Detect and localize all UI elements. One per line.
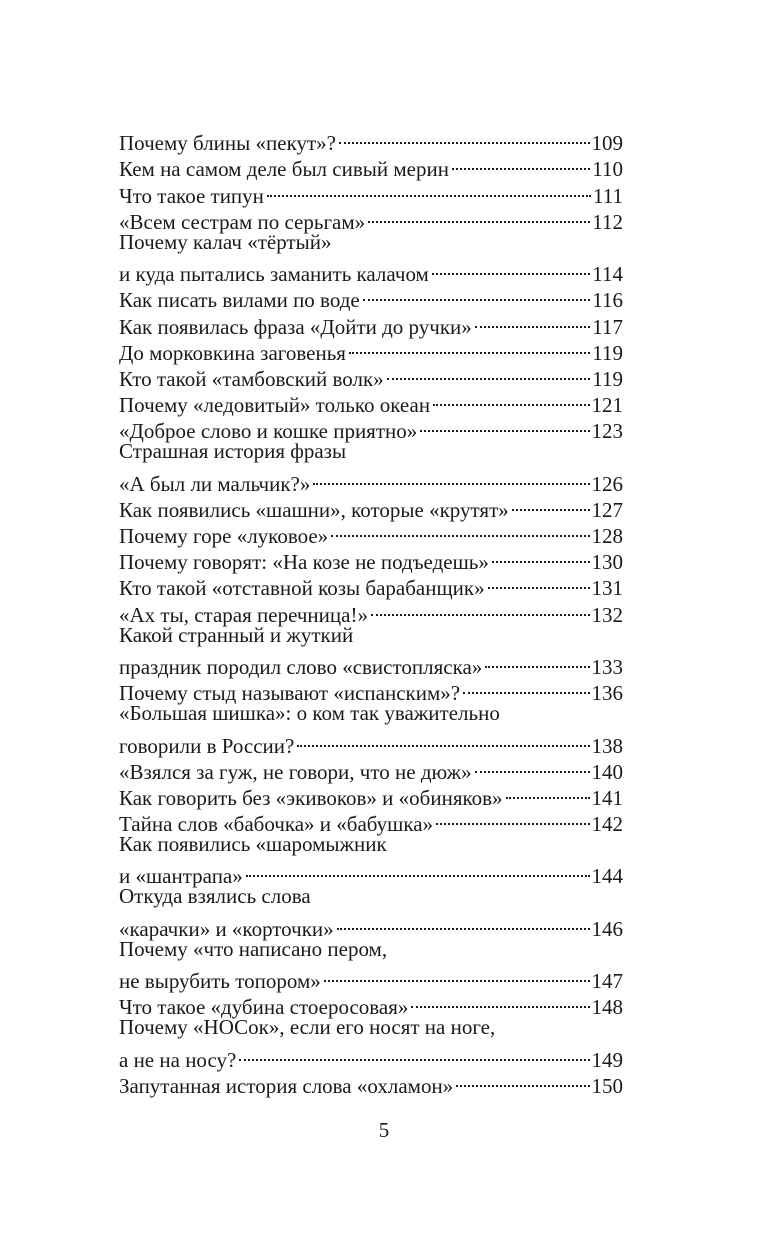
toc-entry-page: 130 xyxy=(591,550,623,575)
dot-leader xyxy=(246,857,590,883)
toc-entry-page: 131 xyxy=(591,576,623,601)
toc-entry-page: 149 xyxy=(591,1047,623,1072)
toc-entry-page: 109 xyxy=(591,131,623,156)
toc-entry-page: 132 xyxy=(591,602,623,627)
toc-entry-page: 148 xyxy=(591,995,623,1020)
dot-leader xyxy=(475,307,590,333)
toc-line xyxy=(119,622,623,648)
dot-leader xyxy=(331,517,589,543)
toc-entry-page: 121 xyxy=(591,393,623,418)
toc-entry-title: и «шантрапа» xyxy=(119,864,243,889)
toc-entry-page: 126 xyxy=(591,471,623,496)
toc-entry xyxy=(119,438,623,496)
toc-line xyxy=(119,831,623,857)
toc-entry xyxy=(119,622,623,679)
toc-entry-page: 112 xyxy=(592,209,623,234)
dot-leader xyxy=(339,124,590,150)
toc-entry-page: 150 xyxy=(591,1073,623,1098)
toc-entry-page: 136 xyxy=(591,681,623,706)
toc-entry-title: Тайна слов «бабочка» и «бабушка» xyxy=(119,812,434,837)
toc-entry-page: 142 xyxy=(591,812,623,837)
toc-entry-title: Почему «что написано пером, xyxy=(119,936,388,961)
toc-entry xyxy=(119,1014,623,1072)
toc-entry-title: Почему блины «пекут»? xyxy=(119,131,336,156)
toc-entry-title: не вырубить топором» xyxy=(119,969,321,994)
toc-entry-title: Как писать вилами по воде xyxy=(119,288,360,313)
toc-line xyxy=(119,910,623,941)
toc-entry-title: Кем на самом деле был сивый мерин xyxy=(119,157,449,182)
toc-entry-page: 147 xyxy=(591,969,623,994)
toc-entry-title: «Ах ты, старая перечница!» xyxy=(119,602,368,627)
toc-line xyxy=(119,883,623,909)
toc-entry-page: 116 xyxy=(592,288,623,313)
dot-leader xyxy=(411,988,589,1014)
dot-leader xyxy=(456,1067,589,1093)
table-of-contents xyxy=(119,124,623,1098)
dot-leader xyxy=(324,962,590,988)
toc-entry-page: 117 xyxy=(592,314,623,339)
toc-entry-page: 123 xyxy=(591,419,623,444)
dot-leader xyxy=(488,569,590,595)
toc-line xyxy=(119,1041,623,1072)
dot-leader xyxy=(485,648,589,674)
dot-leader xyxy=(512,491,590,517)
toc-entry-title: и куда пытались заманить калачом xyxy=(119,262,429,287)
toc-line xyxy=(119,726,623,758)
toc-entry-title: Почему «НОСок», если его носят на ноге, xyxy=(119,1015,496,1040)
dot-leader xyxy=(436,805,589,831)
toc-entry-page: 144 xyxy=(591,864,623,889)
dot-leader xyxy=(239,1041,589,1067)
toc-entry-page: 119 xyxy=(592,366,623,391)
toc-entry-page: 111 xyxy=(593,183,623,208)
dot-leader xyxy=(349,334,590,360)
toc-entry xyxy=(119,883,623,941)
toc-line xyxy=(119,255,623,287)
toc-entry-page: 140 xyxy=(591,759,623,784)
toc-line xyxy=(119,124,623,156)
page-number: 5 xyxy=(378,1118,390,1142)
toc-line xyxy=(119,962,623,994)
toc-line xyxy=(119,464,623,496)
toc-entry xyxy=(119,831,623,889)
toc-entry-title: Страшная история фразы xyxy=(119,439,347,464)
toc-entry-page: 119 xyxy=(592,340,623,365)
toc-entry-title: «Доброе слово и кошке приятно» xyxy=(119,419,418,444)
dot-leader xyxy=(452,150,590,176)
toc-entry-page: 146 xyxy=(591,916,623,941)
toc-entry-title: «Взялся за гуж, не говори, что не дюж» xyxy=(119,759,472,784)
toc-entry-title: Почему калач «тёртый» xyxy=(119,229,332,254)
toc-line xyxy=(119,229,623,255)
toc-entry-title: Какой странный и жуткий xyxy=(119,622,354,647)
toc-entry-title: Почему стыд называют «испанским»? xyxy=(119,681,461,706)
toc-entry-title: Запутанная история слова «охламон» xyxy=(119,1073,454,1098)
toc-entry xyxy=(119,124,623,156)
toc-entry-page: 110 xyxy=(592,157,623,182)
toc-line xyxy=(119,936,623,962)
toc-entry xyxy=(119,936,623,994)
dot-leader xyxy=(475,753,590,779)
toc-entry-title: Как появилась фраза «Дойти до ручки» xyxy=(119,314,472,339)
dot-leader xyxy=(267,176,591,202)
toc-entry-title: праздник породил слово «свистопляска» xyxy=(119,654,483,679)
toc-entry-page: 141 xyxy=(591,785,623,810)
toc-entry-title: Почему «ледовитый» только океан xyxy=(119,393,431,418)
toc-entry-title: «Большая шишка»: о ком так уважительно xyxy=(119,701,500,726)
toc-entry-title: Что такое типун xyxy=(119,183,264,208)
toc-entry-title: Как говорить без «экивоков» и «обиняков» xyxy=(119,785,503,810)
toc-line xyxy=(119,700,623,726)
dot-leader xyxy=(337,910,590,936)
dot-leader xyxy=(297,726,589,752)
toc-entry-page: 133 xyxy=(591,654,623,679)
dot-leader xyxy=(432,255,590,281)
dot-leader xyxy=(363,281,591,307)
toc-entry-title: Что такое «дубина стоеросовая» xyxy=(119,995,409,1020)
toc-entry-title: «А был ли мальчик?» xyxy=(119,471,311,496)
toc-entry-page: 127 xyxy=(591,497,623,522)
dot-leader xyxy=(387,360,591,386)
toc-entry-title: «карачки» и «корточки» xyxy=(119,916,334,941)
toc-entry-title: говорили в России? xyxy=(119,733,295,758)
dot-leader xyxy=(420,412,589,438)
toc-entry-title: «Всем сестрам по серьгам» xyxy=(119,209,366,234)
toc-entry-title: Как появились «шаромыжник xyxy=(119,832,387,857)
toc-entry xyxy=(119,700,623,758)
toc-line xyxy=(119,1014,623,1040)
toc-entry-title: а не на носу? xyxy=(119,1047,237,1072)
dot-leader xyxy=(313,464,589,490)
dot-leader xyxy=(506,779,590,805)
toc-entry-title: Кто такой «тамбовский волк» xyxy=(119,366,384,391)
toc-line xyxy=(119,648,623,679)
toc-entry-title: Откуда взялись слова xyxy=(119,884,311,909)
dot-leader xyxy=(371,595,590,621)
dot-leader xyxy=(492,543,590,569)
dot-leader xyxy=(433,386,589,412)
toc-entry-title: До морковкина заговенья xyxy=(119,340,346,365)
toc-entry-title: Почему говорят: «На козе не подъедешь» xyxy=(119,550,489,575)
toc-entry-page: 128 xyxy=(591,524,623,548)
dot-leader xyxy=(463,674,589,700)
toc-entry-title: Почему горе «луковое» xyxy=(119,524,329,548)
toc-entry-page: 114 xyxy=(592,262,623,287)
toc-entry-title: Как появились «шашни», которые «крутят» xyxy=(119,497,509,522)
toc-entry-title: Кто такой «отставной козы барабанщик» xyxy=(119,576,485,601)
toc-line xyxy=(119,857,623,889)
dot-leader xyxy=(368,203,590,229)
toc-entry xyxy=(119,229,623,287)
toc-entry-page: 138 xyxy=(591,733,623,758)
